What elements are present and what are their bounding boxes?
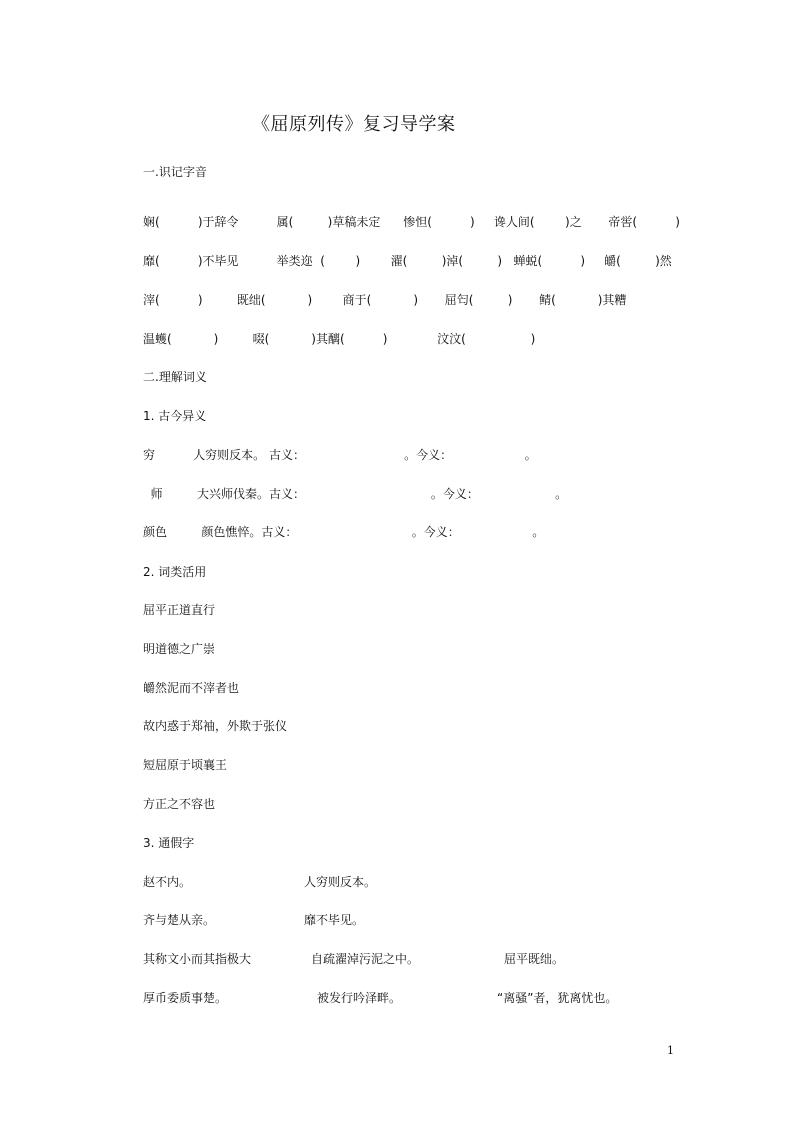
page-title: 《屈原列传》复习导学案	[252, 114, 456, 135]
subsection-heading-loan-characters: 3. 通假字	[143, 836, 195, 850]
ancient-modern-row: 颜色 颜色憔悴。古义： 。今义： 。	[143, 525, 545, 539]
loan-char-item: 屈平既绌。	[504, 952, 565, 966]
subsection-heading-ancient-modern: 1. 古今异义	[143, 409, 207, 423]
page-number: 1	[667, 1044, 674, 1057]
pronunciation-row: 靡( )不毕见 举类迩 ( ) 濯( )淖( ) 蝉蜕( ) 皭( )然	[143, 254, 672, 268]
loan-char-item: 靡不毕见。	[304, 913, 365, 927]
pronunciation-row: 温蠖( ) 啜( )其醨( ) 汶汶( )	[143, 332, 536, 346]
word-class-item: 方正之不容也	[143, 797, 216, 811]
loan-char-item: 齐与楚从亲。	[143, 913, 216, 927]
ancient-modern-row: 师 大兴师伐秦。古义： 。今义： 。	[143, 487, 568, 501]
loan-char-item: “离骚”者，犹离忧也。	[497, 991, 618, 1005]
loan-char-item: 自疏濯淖污泥之中。	[311, 952, 420, 966]
word-class-item: 明道德之广崇	[143, 642, 216, 656]
pronunciation-row: 滓( ) 既绌( ) 商于( ) 屈匄( ) 鲭( )其糟	[143, 293, 627, 307]
word-class-item: 屈平正道直行	[143, 603, 216, 617]
section-heading-pronunciation: 一.识记字音	[143, 165, 207, 179]
loan-char-item: 厚币委质事楚。	[143, 991, 228, 1005]
section-heading-vocabulary: 二.理解词义	[143, 370, 207, 384]
pronunciation-row: 娴( )于辞令 属( )草稿未定 惨怛( ) 谗人间( )之 帝喾( )	[143, 215, 680, 229]
loan-char-item: 被发行吟泽畔。	[317, 991, 402, 1005]
loan-char-item: 人穷则反本。	[304, 875, 377, 889]
subsection-heading-word-class: 2. 词类活用	[143, 565, 207, 579]
loan-char-item: 赵不内。	[143, 875, 192, 889]
word-class-item: 皭然泥而不滓者也	[143, 681, 240, 695]
word-class-item: 短屈原于顷襄王	[143, 758, 228, 772]
word-class-item: 故内惑于郑袖，外欺于张仪	[143, 719, 288, 733]
loan-char-item: 其称文小而其指极大	[143, 952, 252, 966]
ancient-modern-row: 穷 人穷则反本。 古义： 。今义： 。	[143, 448, 537, 462]
